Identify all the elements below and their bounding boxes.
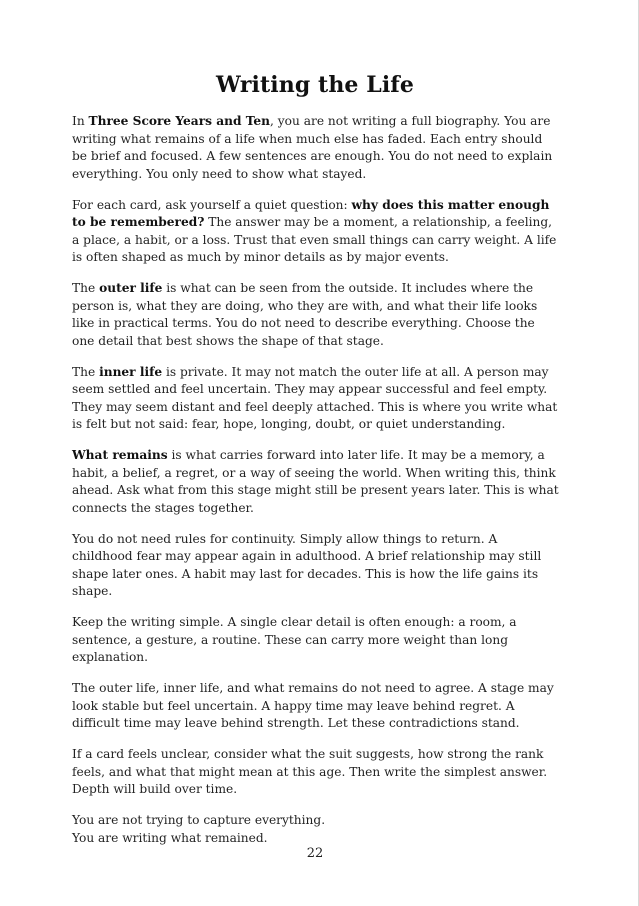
paragraph-what-remains-rest: is what carries forward into later life. It may be a memory, a habit, a belief, a regret, or a way of seeing the world. When writing this, think ahead. Ask what from this stage might still be present years later. This is what connects the stages together.	[72, 448, 559, 515]
paragraph-question	[72, 197, 560, 267]
paragraph-continuity: You do not need rules for continuity. Simply allow things to return. A childhood fear may appear again in adulthood. A brief relationship may still shape later ones. A habit may last for decades. This is how the life gains its shape.	[72, 531, 542, 598]
closing-line-2: You are writing what remained.	[72, 830, 268, 845]
outer-life-term: outer life	[99, 281, 163, 295]
closing-lines	[72, 812, 560, 847]
paragraph-outer-life-rest: is what can be seen from the outside. It includes where the person is, what they are doing, who they are with, and what their life looks like in practical terms. You do not need to describe everything. Choose the one detail that best shows the shape of that stage.	[72, 281, 538, 348]
paragraph-outer-life-lead: The	[72, 281, 100, 295]
page-number: 22	[306, 846, 324, 861]
paragraph-inner-life	[72, 364, 560, 434]
paragraph-inner-life-lead: The	[72, 364, 100, 379]
paragraph-outer-life	[72, 280, 560, 350]
paragraph-intro-lead: In	[72, 114, 89, 128]
paragraph-question-lead: For each card, ask yourself a quiet question:	[72, 197, 352, 212]
paragraph-intro-rest: , you are not writing a full biography. You are writing what remains of a life when much else has faded. Each entry should be brief and focused. A few sentences are enough. You do not need to explain everything. You only need to show what stayed.	[72, 114, 553, 181]
paragraph-contradictions: The outer life, inner life, and what remains do not need to agree. A stage may look stable but feel uncertain. A happy time may leave behind regret. A difficult time may leave behind strength. Let these contradictions stand.	[72, 681, 554, 730]
paragraph-inner-life-rest: is private. It may not match the outer life at all. A person may seem settled and feel uncertain. They may appear successful and feel empty. They may seem distant and feel deeply attached. This is where you write what is felt but not said: fear, hope, longing, doubt, or quiet understanding.	[72, 364, 558, 431]
paragraph-intro	[72, 113, 560, 183]
paragraph-question-rest: The answer may be a moment, a relationship, a feeling, a place, a habit, or a loss. Trust that even small things can carry weight. A life is often shaped as much by minor details as by major events.	[72, 215, 557, 264]
paragraph-what-remains	[72, 447, 560, 517]
closing-line-1: You are not trying to capture everything.	[72, 813, 326, 827]
body-text	[72, 113, 560, 861]
what-remains-term: What remains	[72, 448, 168, 462]
paragraph-simplicity: Keep the writing simple. A single clear detail is often enough: a room, a sentence, a gesture, a routine. These can carry more weight than long explanation.	[72, 615, 517, 664]
question-emphasis: why does this matter enough to be remembered?	[72, 197, 550, 229]
book-title-emphasis: Three Score Years and Ten	[88, 114, 271, 128]
paragraph-unclear-card: If a card feels unclear, consider what the suit suggests, how strong the rank feels, and what that might mean at this age. Then write the simplest answer. Depth will build over time.	[72, 747, 548, 796]
page-title: Writing the Life	[216, 72, 414, 98]
inner-life-term: inner life	[99, 364, 163, 379]
